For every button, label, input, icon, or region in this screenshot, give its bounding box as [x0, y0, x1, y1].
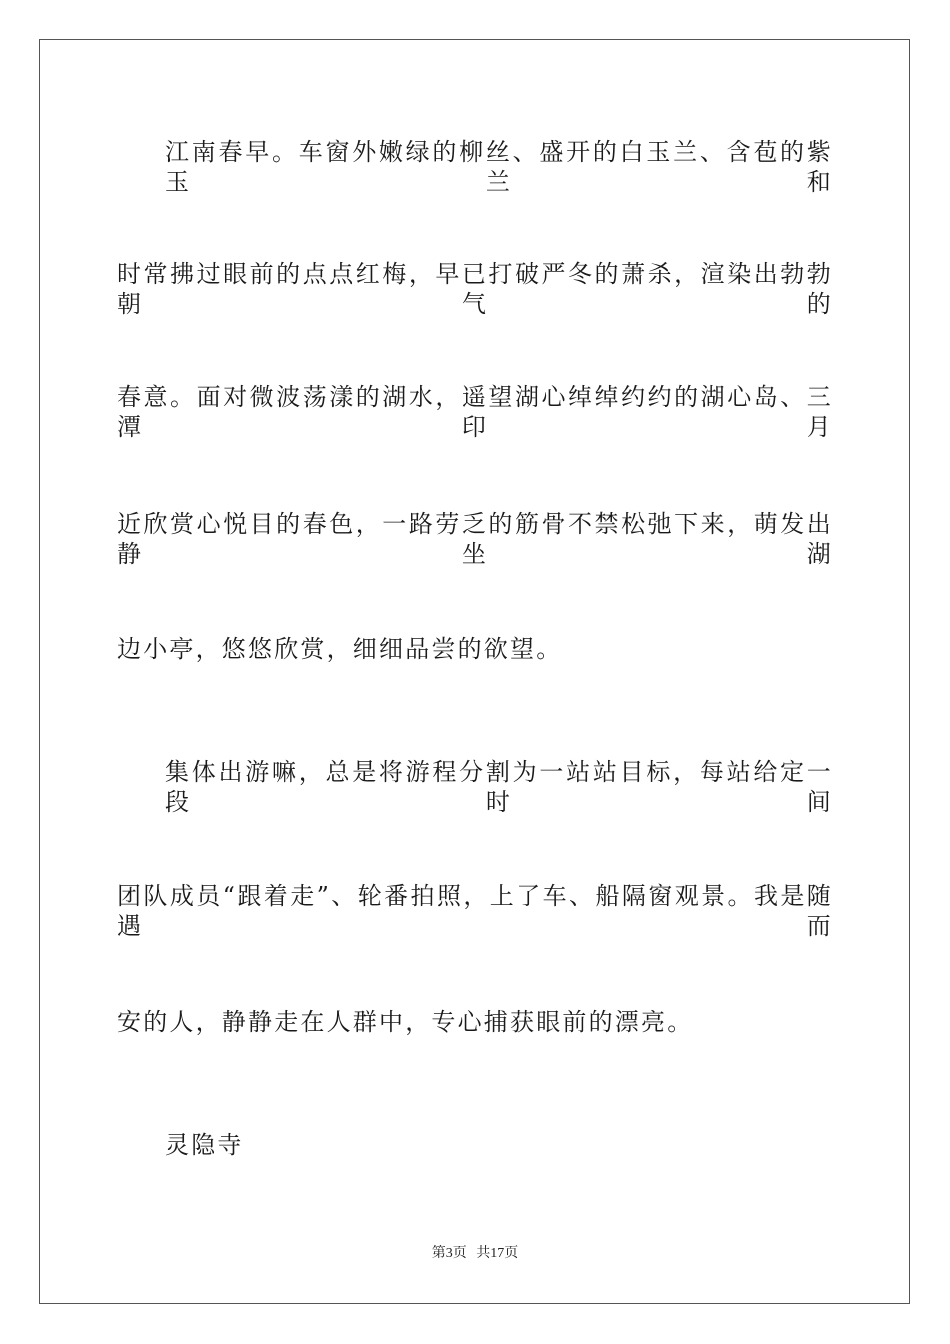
total-pages: 共17页 [476, 1246, 519, 1261]
paragraph-2-line-1: 集体出游嘛，总是将游程分割为一站站目标，每站给定一段时间 [165, 758, 833, 816]
paragraph-1-line-4: 近欣赏心悦目的春色，一路劳乏的筋骨不禁松弛下来，萌发出静坐湖 [117, 510, 833, 568]
page-border [39, 39, 910, 1304]
page-number: 第3页 [431, 1246, 467, 1261]
paragraph-2-line-2: 团队成员“跟着走”、轮番拍照，上了车、船隔窗观景。我是随遇而 [117, 882, 833, 940]
paragraph-1-line-5: 边小亭，悠悠欣赏，细细品尝的欲望。 [117, 635, 563, 663]
paragraph-2-line-3: 安的人，静静走在人群中，专心捕获眼前的漂亮。 [117, 1008, 694, 1036]
paragraph-1-line-3: 春意。面对微波荡漾的湖水，遥望湖心绰绰约约的湖心岛、三潭印月 [117, 383, 833, 441]
paragraph-1-line-2: 时常拂过眼前的点点红梅，早已打破严冬的萧杀，渲染出勃勃朝气的 [117, 260, 833, 318]
section-heading: 灵隐寺 [165, 1131, 244, 1159]
page-footer [0, 1245, 950, 1263]
paragraph-1-line-1: 江南春早。车窗外嫩绿的柳丝、盛开的白玉兰、含苞的紫玉兰和 [165, 138, 833, 196]
